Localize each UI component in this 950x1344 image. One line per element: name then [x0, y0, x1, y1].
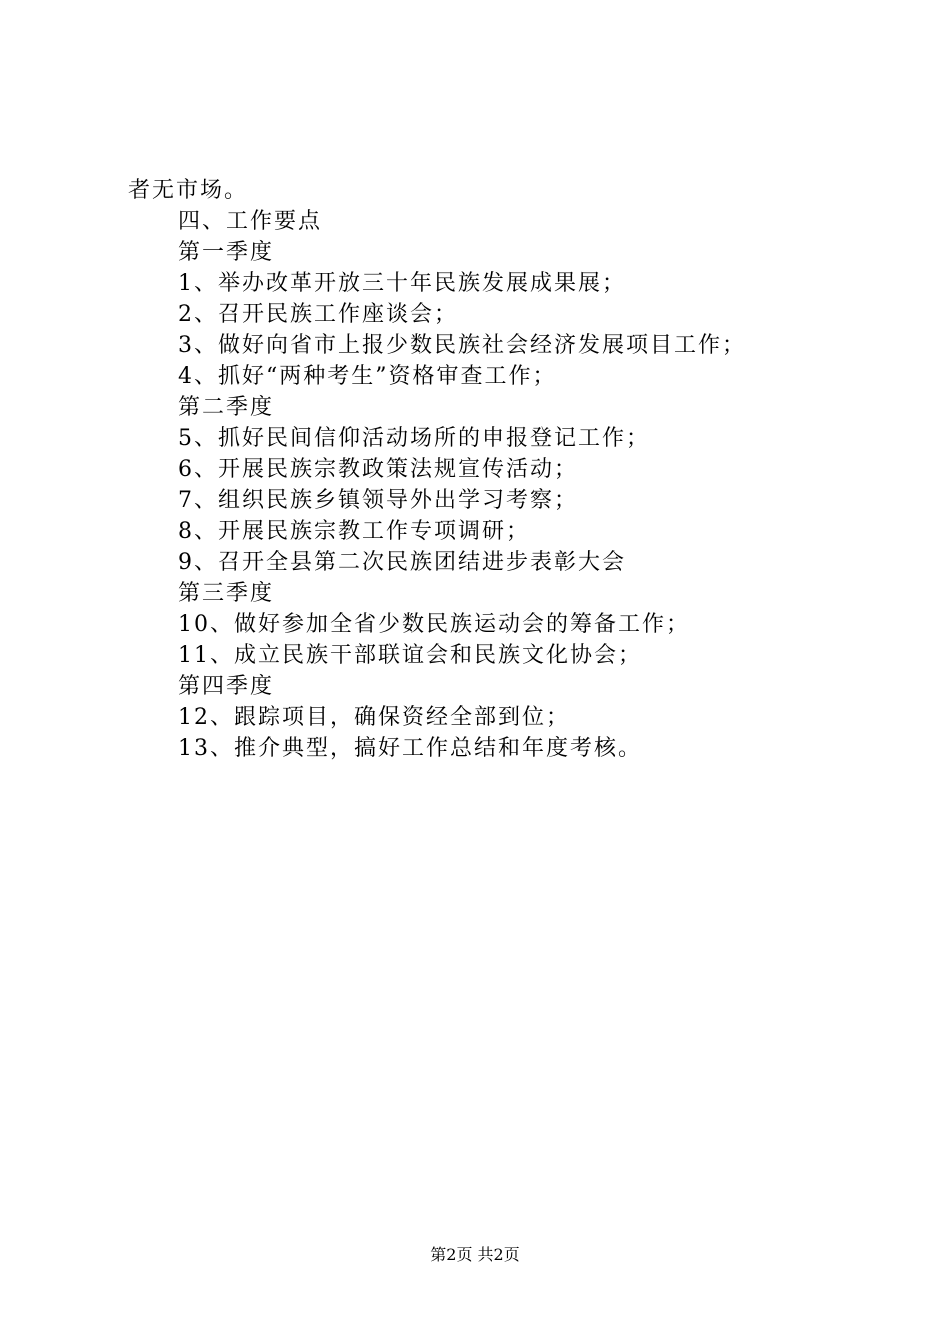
list-item: 8、开展民族宗教工作专项调研； [178, 519, 530, 544]
section-heading: 四、工作要点 [178, 209, 323, 234]
list-item: 13、推介典型，搞好工作总结和年度考核。 [178, 736, 642, 761]
list-item: 12、跟踪项目，确保资经全部到位； [178, 705, 570, 730]
list-item: 1、举办改革开放三十年民族发展成果展； [178, 271, 626, 296]
list-item: 4、抓好“两种考生”资格审查工作； [178, 364, 557, 389]
list-item: 2、召开民族工作座谈会； [178, 302, 458, 327]
list-item: 10、做好参加全省少数民族运动会的筹备工作； [178, 612, 690, 637]
page-footer [0, 1244, 950, 1266]
list-item: 5、抓好民间信仰活动场所的申报登记工作； [178, 426, 650, 451]
quarter-2-title: 第二季度 [178, 395, 275, 420]
continuation-text: 者无市场。 [128, 178, 249, 203]
list-item: 9、召开全县第二次民族团结进步表彰大会 [178, 550, 626, 575]
list-item: 6、开展民族宗教政策法规宣传活动； [178, 457, 578, 482]
list-item: 3、做好向省市上报少数民族社会经济发展项目工作； [178, 333, 746, 358]
document-body [128, 175, 828, 764]
page-number-label: 第2页 共2页 [430, 1245, 520, 1264]
quarter-1-title: 第一季度 [178, 240, 275, 265]
quarter-3-title: 第三季度 [178, 581, 275, 606]
list-item: 11、成立民族干部联谊会和民族文化协会； [178, 643, 642, 668]
quarter-4-title: 第四季度 [178, 674, 275, 699]
list-item: 7、组织民族乡镇领导外出学习考察； [178, 488, 578, 513]
